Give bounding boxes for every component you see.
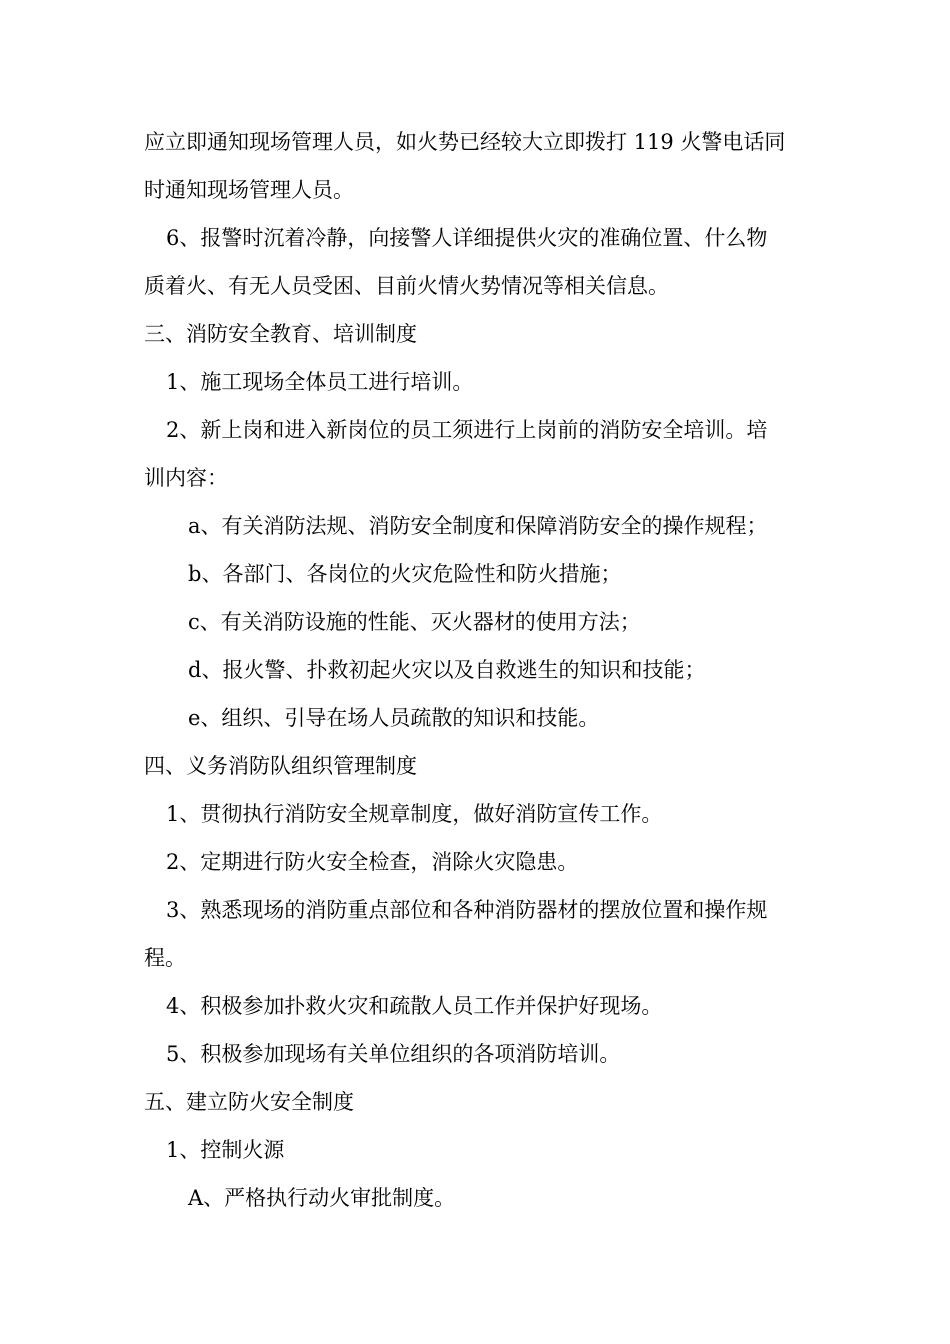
text-line: 时通知现场管理人员。 (144, 178, 354, 202)
text-line: 2、定期进行防火安全检查，消除火灾隐患。 (166, 850, 579, 874)
text-line: 训内容： (144, 466, 228, 490)
list-item: b、各部门、各岗位的火灾危险性和防火措施； (188, 562, 622, 586)
list-item: a、有关消防法规、消防安全制度和保障消防安全的操作规程； (188, 514, 768, 538)
text-line: 2、新上岗和进入新岗位的员工须进行上岗前的消防安全培训。培 (166, 418, 768, 442)
list-item: c、有关消防设施的性能、灭火器材的使用方法； (188, 610, 641, 634)
list-item: d、报火警、扑救初起火灾以及自救逃生的知识和技能； (188, 658, 706, 682)
text-line: 1、贯彻执行消防安全规章制度，做好消防宣传工作。 (166, 802, 663, 826)
text-line: 3、熟悉现场的消防重点部位和各种消防器材的摆放位置和操作规 (166, 898, 768, 922)
text-line: 1、控制火源 (166, 1138, 285, 1162)
text-line: 程。 (144, 946, 186, 970)
list-item: A、严格执行动火审批制度。 (188, 1186, 456, 1210)
section-heading: 三、消防安全教育、培训制度 (144, 322, 417, 346)
text-line: 4、积极参加扑救火灾和疏散人员工作并保护好现场。 (166, 994, 663, 1018)
text-line: 应立即通知现场管理人员，如火势已经较大立即拨打 119 火警电话同 (144, 130, 786, 154)
list-item: e、组织、引导在场人员疏散的知识和技能。 (188, 706, 600, 730)
text-line: 6、报警时沉着冷静，向接警人详细提供火灾的准确位置、什么物 (166, 226, 768, 250)
text-line: 1、施工现场全体员工进行培训。 (166, 370, 474, 394)
section-heading: 四、义务消防队组织管理制度 (144, 754, 417, 778)
text-line: 5、积极参加现场有关单位组织的各项消防培训。 (166, 1042, 621, 1066)
section-heading: 五、建立防火安全制度 (144, 1090, 354, 1114)
text-line: 质着火、有无人员受困、目前火情火势情况等相关信息。 (144, 274, 669, 298)
